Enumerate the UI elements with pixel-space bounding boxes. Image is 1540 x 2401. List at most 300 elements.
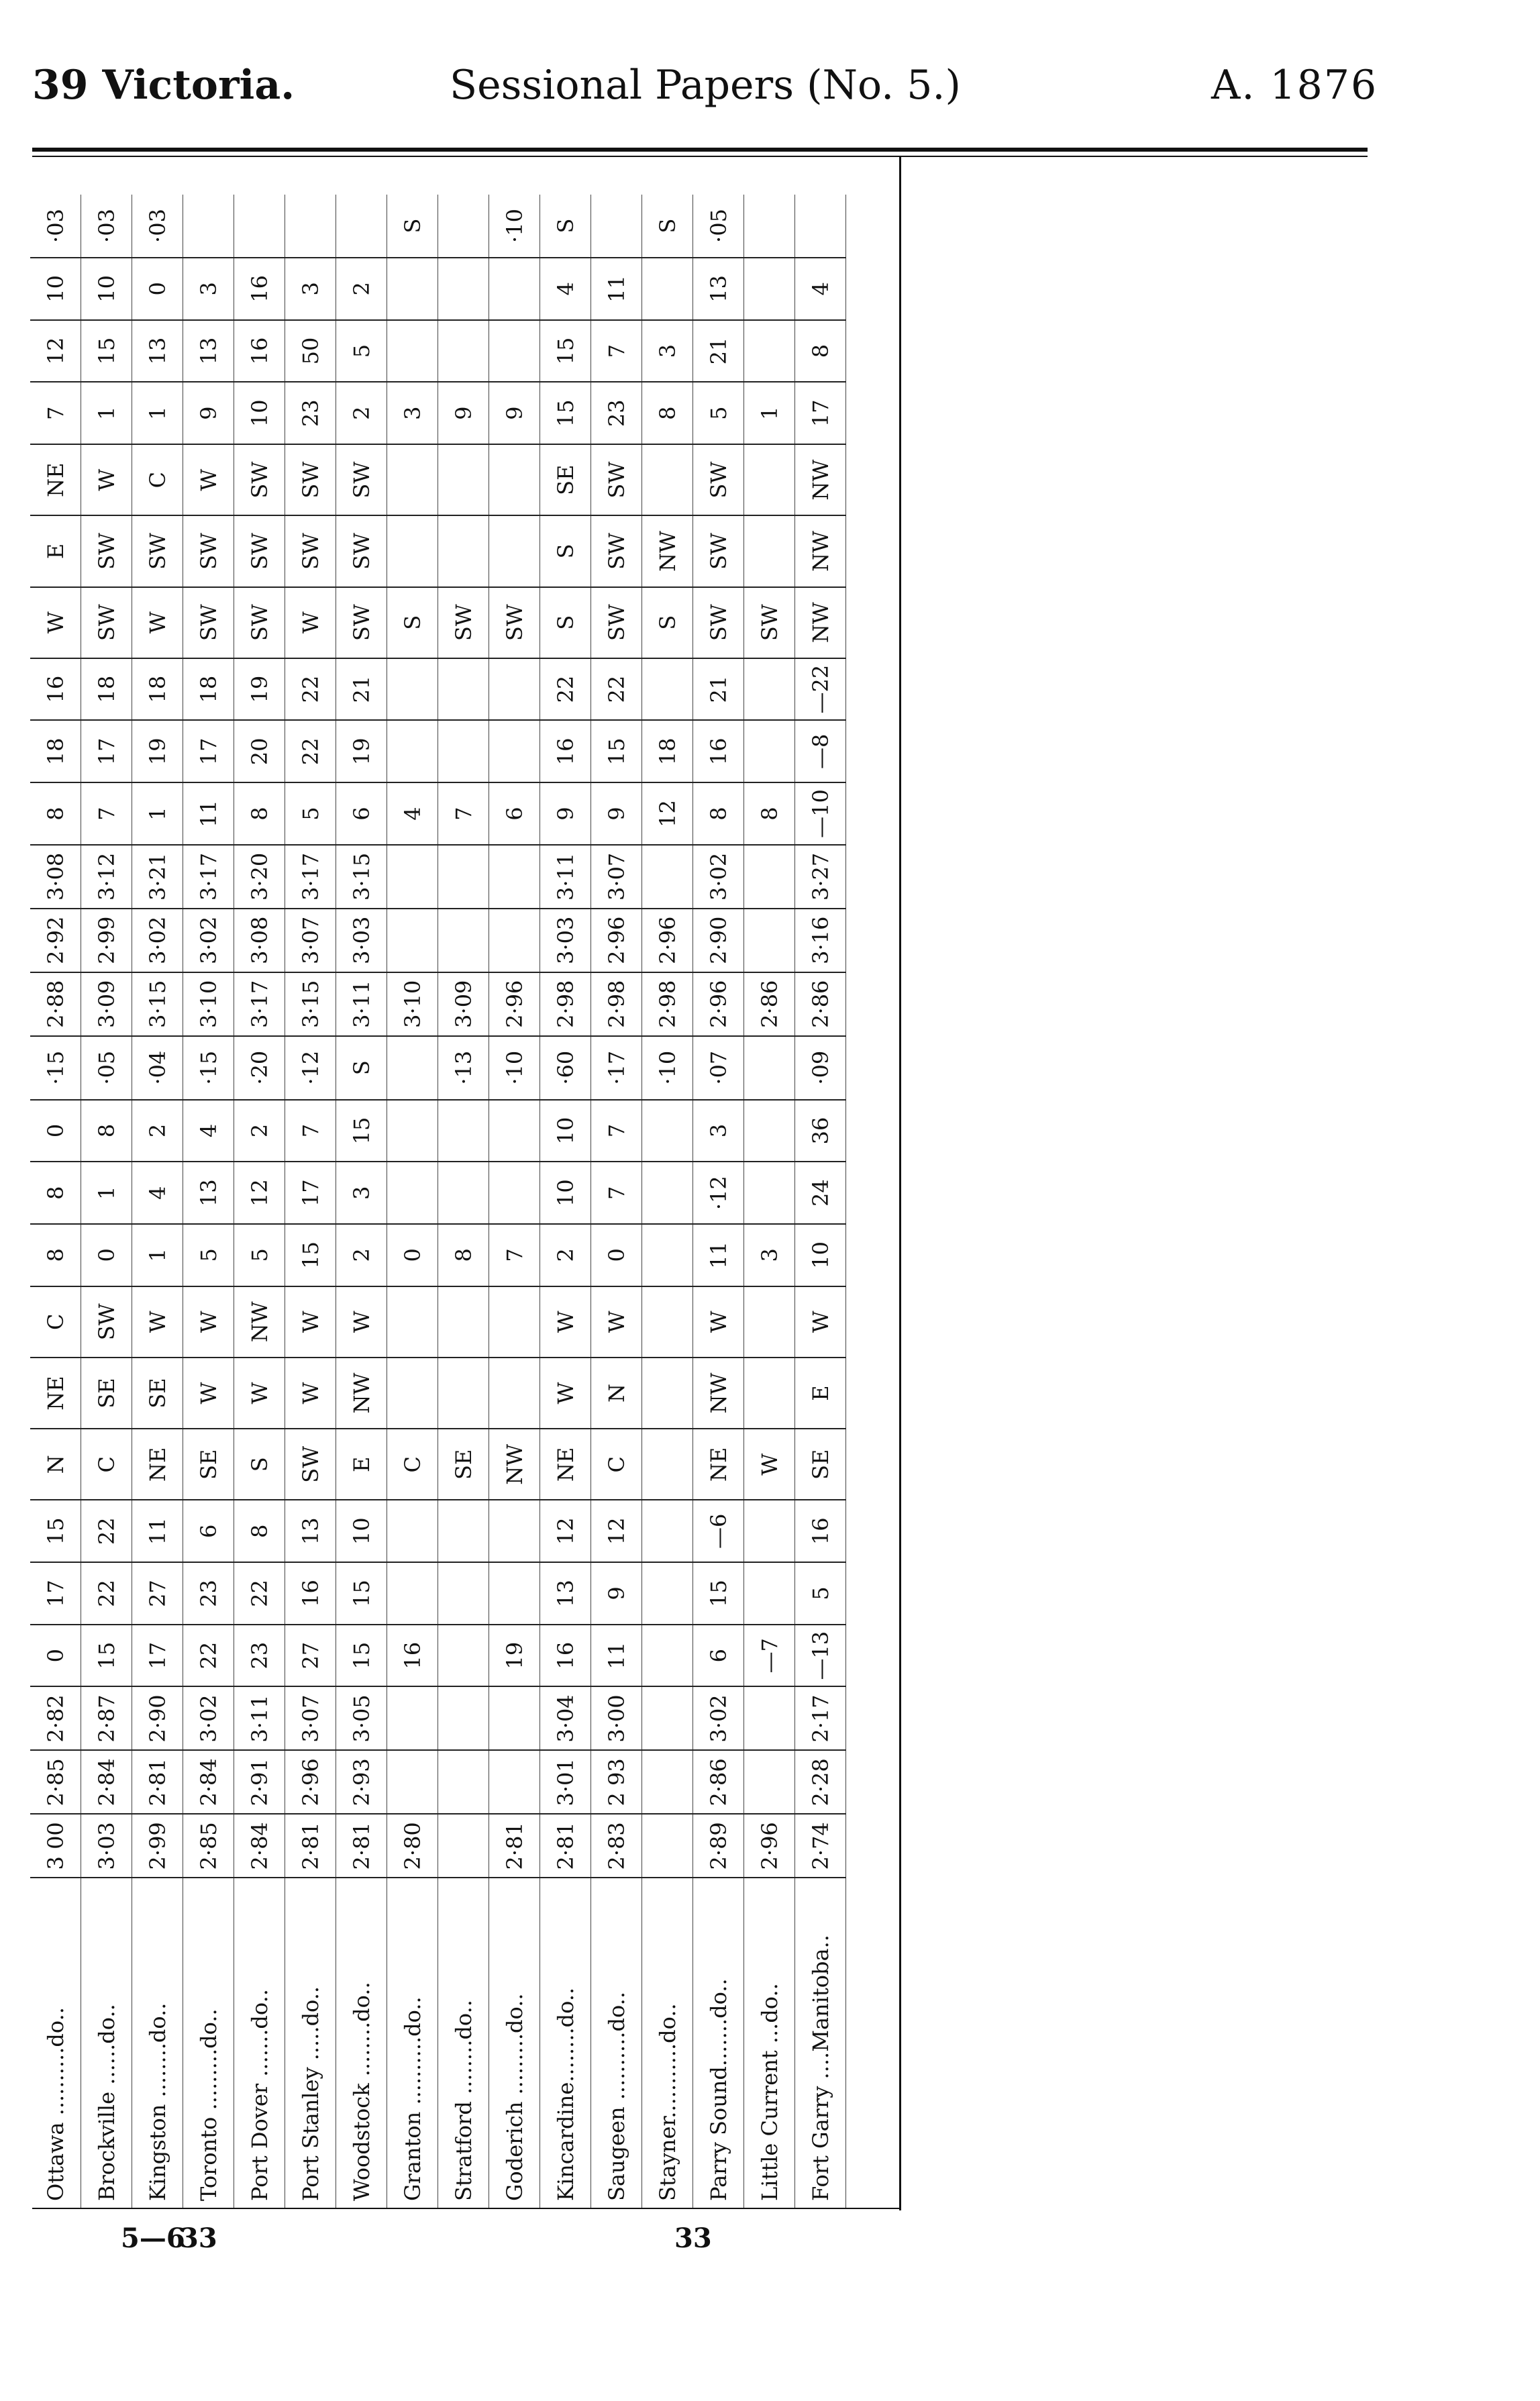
table-cell xyxy=(744,1562,795,1625)
table-cell: 15 xyxy=(540,382,591,444)
table-cell: 3·02 xyxy=(693,1686,744,1750)
table-cell: 11 xyxy=(132,1500,183,1562)
table-cell: 8 xyxy=(642,382,693,444)
table-cell: 2·96 xyxy=(489,972,540,1036)
table-cell: 8 xyxy=(744,782,795,845)
top-thick-rule xyxy=(32,148,1368,152)
station-name: Kingston ........do.. xyxy=(132,1878,183,2208)
table-cell: 21 xyxy=(336,658,387,721)
table-cell: 7 xyxy=(591,320,642,382)
table-cell: 3 xyxy=(744,1224,795,1286)
table-cell: E xyxy=(336,1429,387,1500)
table-cell: W xyxy=(132,1286,183,1358)
table-cell xyxy=(642,444,693,515)
table-row xyxy=(132,195,183,2208)
table-cell: 3·11 xyxy=(540,845,591,909)
table-cell: 15 xyxy=(336,1100,387,1162)
table-cell: 11 xyxy=(591,258,642,320)
table-cell: 3·15 xyxy=(336,845,387,909)
table-cell: 7 xyxy=(489,1224,540,1286)
table-cell: W xyxy=(693,1286,744,1358)
margin-note-right: 33 xyxy=(674,2223,712,2254)
table-cell: 10 xyxy=(81,258,132,320)
table-cell: 17 xyxy=(183,720,234,782)
table-cell: 16 xyxy=(30,658,81,721)
table-cell: 13 xyxy=(183,1162,234,1224)
table-cell: 8 xyxy=(234,1500,285,1562)
table-cell: 5 xyxy=(285,782,336,845)
table-cell xyxy=(438,1162,489,1224)
table-cell: S xyxy=(540,587,591,658)
table-cell: 12 xyxy=(30,320,81,382)
table-cell: 2·90 xyxy=(693,909,744,972)
table-cell: SW xyxy=(81,515,132,586)
table-cell: 3 xyxy=(387,382,438,444)
table-cell xyxy=(438,1562,489,1625)
table-cell: 7 xyxy=(285,1100,336,1162)
table-cell: 2·81 xyxy=(540,1814,591,1878)
table-cell: W xyxy=(795,1286,846,1358)
table-cell: 1 xyxy=(744,382,795,444)
table-cell: 2·86 xyxy=(795,972,846,1036)
table-cell: 11 xyxy=(591,1625,642,1687)
table-cell: 2 xyxy=(336,1224,387,1286)
table-cell: 22 xyxy=(81,1500,132,1562)
table-cell: 3·17 xyxy=(285,845,336,909)
station-name: Granton ..........do.. xyxy=(387,1878,438,2208)
table-cell xyxy=(642,1625,693,1687)
table-cell: E xyxy=(795,1358,846,1429)
header-right: A. 1876 xyxy=(1211,62,1378,109)
table-cell: 19 xyxy=(336,720,387,782)
station-name: Parry Sound.......do.. xyxy=(693,1878,744,2208)
table-cell: 3·04 xyxy=(540,1686,591,1750)
table-cell: 15 xyxy=(81,320,132,382)
table-cell: 6 xyxy=(489,782,540,845)
table-cell: ·09 xyxy=(795,1036,846,1100)
table-cell: SW xyxy=(744,587,795,658)
table-cell xyxy=(387,909,438,972)
table-cell: SW xyxy=(81,1286,132,1358)
table-cell: 2·96 xyxy=(642,909,693,972)
table-cell: 5 xyxy=(336,320,387,382)
table-cell: 2 93 xyxy=(591,1750,642,1814)
table-cell: NW xyxy=(642,515,693,586)
table-cell: SE xyxy=(81,1358,132,1429)
table-row xyxy=(234,195,285,2208)
table-cell xyxy=(387,258,438,320)
table-cell: 2·81 xyxy=(132,1750,183,1814)
station-name: Toronto .........do.. xyxy=(183,1878,234,2208)
table-cell xyxy=(642,1429,693,1500)
table-cell xyxy=(489,720,540,782)
table-cell xyxy=(744,195,795,258)
table-cell: SE xyxy=(795,1429,846,1500)
table-cell: S xyxy=(336,1036,387,1100)
table-cell xyxy=(438,320,489,382)
table-cell: 9 xyxy=(438,382,489,444)
table-cell: 16 xyxy=(693,720,744,782)
header-title: Sessional Papers (No. 5.) xyxy=(450,62,961,109)
table-cell: C xyxy=(132,444,183,515)
table-cell: W xyxy=(591,1286,642,1358)
table-cell: 5 xyxy=(795,1562,846,1625)
table-cell xyxy=(489,1562,540,1625)
table-cell: 3·01 xyxy=(540,1750,591,1814)
table-cell xyxy=(744,720,795,782)
table-cell: SW xyxy=(438,587,489,658)
table-cell: 22 xyxy=(285,658,336,721)
table-cell: 1 xyxy=(132,782,183,845)
table-cell: 12 xyxy=(234,1162,285,1224)
table-cell: 1 xyxy=(81,1162,132,1224)
table-cell: N xyxy=(591,1358,642,1429)
table-cell xyxy=(489,1162,540,1224)
table-cell: 9 xyxy=(489,382,540,444)
table-cell xyxy=(642,258,693,320)
table-cell: S xyxy=(654,218,680,234)
table-cell xyxy=(744,444,795,515)
table-cell xyxy=(387,444,438,515)
table-cell xyxy=(234,195,285,258)
table-cell: 7 xyxy=(438,782,489,845)
table-cell: ·17 xyxy=(591,1036,642,1100)
table-cell: ·15 xyxy=(183,1036,234,1100)
table-cell xyxy=(744,1286,795,1358)
table-cell: NW xyxy=(336,1358,387,1429)
table-cell: 16 xyxy=(795,1500,846,1562)
table-cell: 17 xyxy=(81,720,132,782)
table-cell: 2·83 xyxy=(591,1814,642,1878)
table-cell: 3·11 xyxy=(336,972,387,1036)
table-cell: ·10 xyxy=(501,209,527,243)
table-cell: 8 xyxy=(81,1100,132,1162)
table-cell: 7 xyxy=(30,382,81,444)
table-cell: 2·89 xyxy=(693,1814,744,1878)
table-cell xyxy=(489,444,540,515)
table-cell: 23 xyxy=(234,1625,285,1687)
table-cell: 10 xyxy=(540,1100,591,1162)
table-cell: ·03 xyxy=(42,209,68,243)
table-cell: 22 xyxy=(285,720,336,782)
table-cell: ·15 xyxy=(30,1036,81,1100)
table-cell: SE xyxy=(438,1429,489,1500)
table-cell: —7 xyxy=(744,1625,795,1687)
table-cell xyxy=(744,258,795,320)
station-name: Stayner...........do.. xyxy=(642,1878,693,2208)
observations-table-rotated xyxy=(30,195,903,2208)
table-cell: 2·98 xyxy=(591,972,642,1036)
table-cell: 4 xyxy=(387,782,438,845)
station-name: Woodstock ........do.. xyxy=(336,1878,387,2208)
table-cell: 5 xyxy=(183,1224,234,1286)
table-cell: ·03 xyxy=(93,209,119,243)
table-cell xyxy=(642,658,693,721)
table-row xyxy=(81,195,132,2208)
table-cell: W xyxy=(285,1286,336,1358)
table-cell: 2·87 xyxy=(81,1686,132,1750)
table-cell xyxy=(744,1036,795,1100)
table-cell: C xyxy=(387,1429,438,1500)
table-cell: W xyxy=(183,444,234,515)
table-cell: NE xyxy=(693,1429,744,1500)
table-cell: 2·81 xyxy=(285,1814,336,1878)
table-cell: 22 xyxy=(234,1562,285,1625)
table-cell: W xyxy=(234,1358,285,1429)
table-cell xyxy=(438,444,489,515)
table-cell xyxy=(591,195,642,258)
table-cell: 1 xyxy=(81,382,132,444)
table-cell: 23 xyxy=(591,382,642,444)
table-cell xyxy=(438,1500,489,1562)
table-cell: NW xyxy=(693,1358,744,1429)
table-cell: 8 xyxy=(795,320,846,382)
table-cell: W xyxy=(183,1286,234,1358)
table-cell: 10 xyxy=(234,382,285,444)
table-cell xyxy=(744,1750,795,1814)
table-cell: 18 xyxy=(132,658,183,721)
table-cell xyxy=(285,195,336,258)
table-cell: 27 xyxy=(132,1562,183,1625)
table-cell: W xyxy=(285,587,336,658)
table-cell: 4 xyxy=(795,258,846,320)
table-cell: 50 xyxy=(285,320,336,382)
table-cell: SW xyxy=(336,587,387,658)
table-cell: 3·03 xyxy=(540,909,591,972)
table-cell: 4 xyxy=(540,258,591,320)
table-cell: 3·02 xyxy=(693,845,744,909)
table-row xyxy=(591,195,642,2208)
table-cell: 2·28 xyxy=(795,1750,846,1814)
table-cell: 8 xyxy=(30,782,81,845)
table-cell: W xyxy=(285,1358,336,1429)
table-cell: 2·96 xyxy=(693,972,744,1036)
table-cell: 2·84 xyxy=(81,1750,132,1814)
table-cell: 9 xyxy=(591,1562,642,1625)
table-cell: 22 xyxy=(183,1625,234,1687)
table-cell: 0 xyxy=(81,1224,132,1286)
table-cell: SW xyxy=(489,587,540,658)
table-cell: 2·17 xyxy=(795,1686,846,1750)
table-cell xyxy=(489,1500,540,1562)
table-cell: 3·08 xyxy=(30,845,81,909)
table-cell: 10 xyxy=(795,1224,846,1286)
table-cell: 16 xyxy=(234,258,285,320)
table-cell: —22 xyxy=(795,658,846,721)
table-cell: C xyxy=(30,1286,81,1358)
table-cell: 3·03 xyxy=(336,909,387,972)
station-name: Port Dover .......do.. xyxy=(234,1878,285,2208)
table-cell xyxy=(387,1036,438,1100)
table-row xyxy=(795,195,846,2208)
table-cell xyxy=(642,1162,693,1224)
table-cell: W xyxy=(744,1429,795,1500)
table-cell xyxy=(489,1100,540,1162)
table-cell: 9 xyxy=(183,382,234,444)
station-name: Port Stanley .....do.. xyxy=(285,1878,336,2208)
table-cell: 3·20 xyxy=(234,845,285,909)
table-cell: 3·10 xyxy=(387,972,438,1036)
table-cell: 23 xyxy=(285,382,336,444)
table-cell: 20 xyxy=(234,720,285,782)
table-cell: 8 xyxy=(30,1162,81,1224)
table-cell: 16 xyxy=(387,1625,438,1687)
table-cell xyxy=(642,1814,693,1878)
table-cell: 2·99 xyxy=(81,909,132,972)
table-cell: 1 xyxy=(132,382,183,444)
table-cell: SW xyxy=(285,515,336,586)
table-cell xyxy=(438,1686,489,1750)
table-cell: 36 xyxy=(795,1100,846,1162)
table-cell: SW xyxy=(234,444,285,515)
table-cell: 17 xyxy=(132,1625,183,1687)
table-cell: 3 xyxy=(285,258,336,320)
table-cell: 21 xyxy=(693,320,744,382)
table-cell: 16 xyxy=(540,720,591,782)
table-cell xyxy=(744,515,795,586)
table-cell: 0 xyxy=(30,1100,81,1162)
table-cell: S xyxy=(387,587,438,658)
table-cell: 9 xyxy=(591,782,642,845)
observations-table xyxy=(30,195,846,2208)
table-cell: 22 xyxy=(540,658,591,721)
table-row xyxy=(438,195,489,2208)
table-cell: —8 xyxy=(795,720,846,782)
table-cell: 16 xyxy=(234,320,285,382)
table-cell xyxy=(387,1100,438,1162)
table-cell: 2·85 xyxy=(183,1814,234,1878)
table-cell: C xyxy=(81,1429,132,1500)
table-cell: SE xyxy=(132,1358,183,1429)
table-cell xyxy=(489,1286,540,1358)
table-cell: —6 xyxy=(693,1500,744,1562)
table-cell xyxy=(387,1500,438,1562)
table-cell: SW xyxy=(591,444,642,515)
table-cell: W xyxy=(183,1358,234,1429)
table-cell xyxy=(489,658,540,721)
table-cell xyxy=(642,845,693,909)
table-cell: 2·80 xyxy=(387,1814,438,1878)
table-cell xyxy=(642,1358,693,1429)
table-cell: 2·81 xyxy=(489,1814,540,1878)
table-cell: 2·99 xyxy=(132,1814,183,1878)
table-cell xyxy=(438,720,489,782)
table-cell: 3·27 xyxy=(795,845,846,909)
table-cell: 15 xyxy=(336,1625,387,1687)
table-cell: 3·08 xyxy=(234,909,285,972)
table-cell: 3·02 xyxy=(183,909,234,972)
station-name: Stratford ........do.. xyxy=(438,1878,489,2208)
table-cell: 8 xyxy=(438,1224,489,1286)
table-cell xyxy=(438,845,489,909)
margin-note-left: 5—6 xyxy=(121,2223,185,2254)
table-cell: 7 xyxy=(81,782,132,845)
table-cell xyxy=(642,1224,693,1286)
table-cell: 2·81 xyxy=(336,1814,387,1878)
table-cell xyxy=(387,1286,438,1358)
table-cell xyxy=(744,909,795,972)
table-cell xyxy=(489,1750,540,1814)
table-cell: 3·05 xyxy=(336,1686,387,1750)
table-cell: 2 xyxy=(132,1100,183,1162)
table-cell: 15 xyxy=(540,320,591,382)
table-cell: SW xyxy=(693,444,744,515)
table-cell: NW xyxy=(489,1429,540,1500)
table-cell: 13 xyxy=(183,320,234,382)
station-name: Saugeen ..........do.. xyxy=(591,1878,642,2208)
table-cell: 15 xyxy=(81,1625,132,1687)
table-cell xyxy=(387,1358,438,1429)
table-cell: 2·92 xyxy=(30,909,81,972)
table-cell xyxy=(744,1500,795,1562)
table-row xyxy=(489,195,540,2208)
table-cell: NE xyxy=(30,444,81,515)
table-cell: 2 xyxy=(540,1224,591,1286)
table-cell: 7 xyxy=(591,1162,642,1224)
table-cell: ·10 xyxy=(642,1036,693,1100)
table-cell: 15 xyxy=(285,1224,336,1286)
table-cell: 0 xyxy=(30,1625,81,1687)
table-cell: ·07 xyxy=(693,1036,744,1100)
table-cell xyxy=(387,658,438,721)
table-cell: 2·96 xyxy=(591,909,642,972)
table-cell xyxy=(438,1286,489,1358)
table-cell: SW xyxy=(336,444,387,515)
table-cell: N xyxy=(30,1429,81,1500)
table-cell: 18 xyxy=(81,658,132,721)
table-cell: 6 xyxy=(693,1625,744,1687)
table-cell xyxy=(489,258,540,320)
table-cell: 3 xyxy=(642,320,693,382)
table-cell: ·05 xyxy=(705,209,731,243)
table-cell xyxy=(438,1625,489,1687)
table-cell xyxy=(438,258,489,320)
table-cell: 1 xyxy=(132,1224,183,1286)
table-cell: 11 xyxy=(183,782,234,845)
table-row xyxy=(336,195,387,2208)
table-cell xyxy=(438,658,489,721)
table-cell: 8 xyxy=(693,782,744,845)
table-cell: 3·15 xyxy=(285,972,336,1036)
table-cell xyxy=(489,1358,540,1429)
table-cell: 2 xyxy=(234,1100,285,1162)
table-row xyxy=(540,195,591,2208)
table-cell: SW xyxy=(234,515,285,586)
table-row xyxy=(693,195,744,2208)
table-cell: —13 xyxy=(795,1625,846,1687)
table-cell xyxy=(387,1750,438,1814)
table-cell: 2·86 xyxy=(744,972,795,1036)
table-cell: SW xyxy=(183,515,234,586)
table-cell: SW xyxy=(591,587,642,658)
table-cell: SW xyxy=(285,1429,336,1500)
table-cell xyxy=(744,845,795,909)
table-cell: 2·96 xyxy=(285,1750,336,1814)
table-row xyxy=(183,195,234,2208)
table-cell xyxy=(744,1358,795,1429)
station-name: Ottawa ..........do.. xyxy=(30,1878,81,2208)
table-cell: 7 xyxy=(591,1100,642,1162)
table-cell: 18 xyxy=(30,720,81,782)
table-cell: 21 xyxy=(693,658,744,721)
table-cell xyxy=(489,320,540,382)
table-cell xyxy=(438,1750,489,1814)
table-cell: 16 xyxy=(540,1625,591,1687)
station-name: Fort Garry ....Manitoba.. xyxy=(795,1878,846,2208)
table-cell: SW xyxy=(132,515,183,586)
table-cell: 12 xyxy=(591,1500,642,1562)
table-cell: 12 xyxy=(540,1500,591,1562)
